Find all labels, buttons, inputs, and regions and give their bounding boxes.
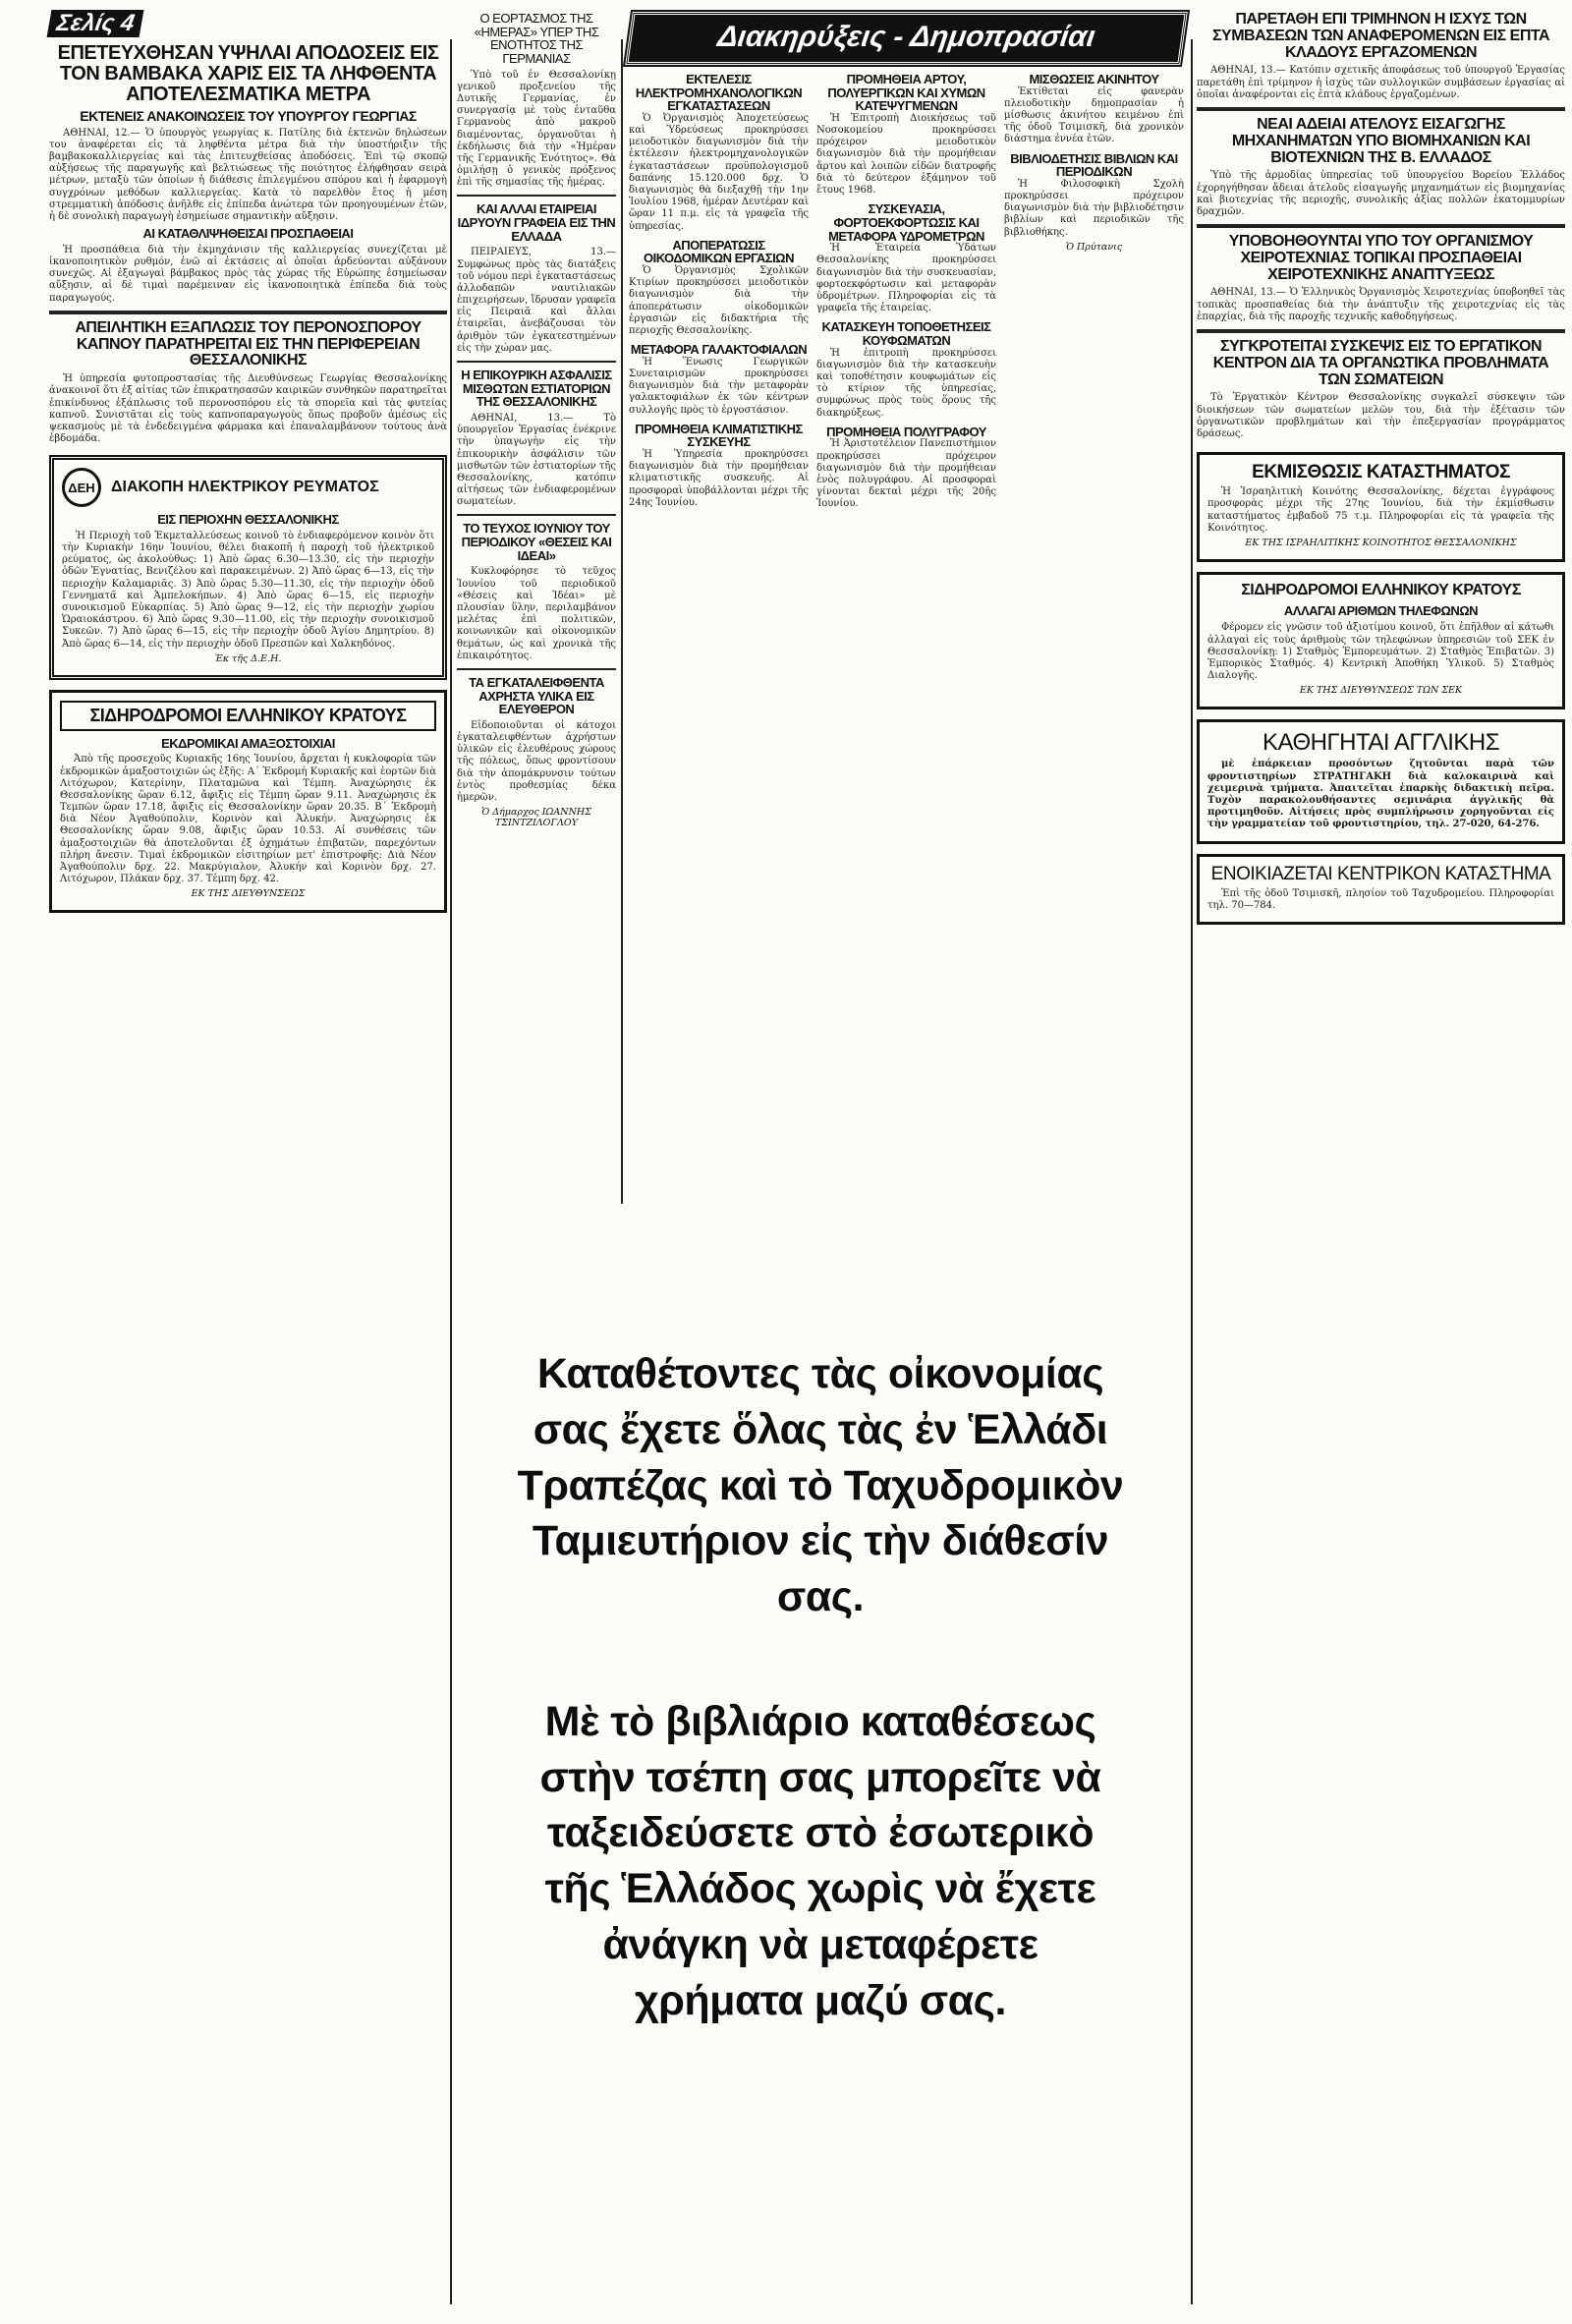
savings-ad-text-2: Μὲ τὸ βιβλιάριο καταθέσεως στὴν τσέπη σας μπορεῖτε νὰ ταξειδεύσετε στὸ ἐσωτερικὸ τῆς Ἑλλάδος χωρὶς νὰ ἔχετε ἀνάγκη νὰ μεταφέρετε χρήματα μαζύ σας. bbox=[539, 1697, 1101, 2024]
cotton-subhead: ΕΚΤΕΝΕΙΣ ΑΝΑΚΟΙΝΩΣΕΙΣ ΤΟΥ ΥΠΟΥΡΓΟΥ ΓΕΩΡΓΙΑΣ bbox=[80, 108, 417, 124]
tender-title-10: ΒΙΒΛΙΟΔΕΤΗΣΙΣ ΒΙΒΛΙΩΝ ΚΑΙ ΠΕΡΙΟΔΙΚΩΝ bbox=[1010, 150, 1178, 180]
shop-lease-signature: ΕΚ ΤΗΣ ΙΣΡΑΗΛΙΤΙΚΗΣ ΚΟΙΝΟΤΗΤΟΣ ΘΕΣΣΑΛΟΝΙΚΗΣ bbox=[1245, 537, 1517, 548]
column-rule-2 bbox=[621, 39, 623, 1204]
tender-title-2: ΠΡΟΜΗΘΕΙΑ ΑΡΤΟΥ, ΠΟΛΥΕΡΓΙΚΩΝ ΚΑΙ ΧΥΜΩΝ ΚΑΤΕΨΥΓΜΕΝΩΝ bbox=[827, 72, 985, 114]
labour-centre-article bbox=[1197, 392, 1565, 440]
tender-4 bbox=[816, 243, 996, 314]
insurance-headline: Η ΕΠΙΚΟΥΡΙΚΗ ΑΣΦΑΛΙΣΙΣ ΜΙΣΘΩΤΩΝ ΕΣΤΙΑΤΟΡΙΩΝ ΤΗΣ ΘΕΣΣΑΛΟΝΙΚΗΣ bbox=[461, 368, 612, 410]
tender-6 bbox=[816, 348, 996, 420]
rail-phones-title: ΣΙΔΗΡΟΔΡΟΜΟΙ ΕΛΛΗΝΙΚΟΥ ΚΡΑΤΟΥΣ bbox=[1241, 581, 1521, 598]
tender-title-1: ΕΚΤΕΛΕΣΙΣ ΗΛΕΚΤΡΟΜΗΧΑΝΟΛΟΓΙΚΩΝ ΕΓΚΑΤΑΣΤΑΣΕΩΝ bbox=[635, 72, 803, 114]
tender-5 bbox=[629, 265, 809, 337]
tender-body-2: Ἡ Ἐπιτροπὴ Διοικήσεως τοῦ Νοσοκομείου προκηρύσσει πρόχειρον μειοδοτικὸν διαγωνισμὸν διὰ τὴν προμήθειαν ἄρτου καὶ λοιπῶν εἰδῶν διατροφῆς διὰ τὸ δεύτερον ἑξάμηνον τοῦ ἔτους 1968. bbox=[816, 112, 996, 197]
tender-body-4: Ἡ Ἑταιρεία Ὑδάτων Θεσσαλονίκης προκηρύσσει διαγωνισμὸν διὰ τὴν συσκευασίαν, φορτοεκφόρτωσιν καὶ μεταφορὰν ὑδρομέτρων. Πληροφορίαι εἰς τὰ γραφεῖα τῆς ἑταιρείας. bbox=[816, 243, 996, 314]
english-teachers-ad bbox=[1197, 719, 1565, 843]
tender-8 bbox=[816, 438, 996, 510]
power-outage-signature: Ἐκ τῆς Δ.Ε.Η. bbox=[214, 652, 282, 664]
handicraft-body: ΑΘΗΝΑΙ, 13.— Ὁ Ἑλληνικὸς Ὀργανισμὸς Χειροτεχνίας ὑποβοηθεῖ τὰς τοπικὰς προσπαθείας διὰ τὴν ἀνάπτυξιν τῆς χειροτεχνίας εἰς τὰς ἐπαρχίας, διὰ τῆς παροχῆς τεχνικῆς καθοδηγήσεως. bbox=[1197, 287, 1565, 322]
magazine-article bbox=[457, 566, 616, 662]
rail-phones-body: Φέρομεν εἰς γνῶσιν τοῦ ἀξιοτίμου κοινοῦ, ὅτι ἐπῆλθον αἱ κάτωθι ἀλλαγαὶ εἰς τοὺς ἀριθμοὺς τῶν τηλεφώνων ὑπηρεσιῶν τοῦ ΣΕΚ ἐν Θεσσαλονίκῃ: 1) Σταθμὸς Ἐμπορευμάτων. 2) Σταθμὸς Ἐπιβατῶν. 3) Ἐμπορικὸς Σταθμός. 4) Κεντρικὴ Ἀποθήκη Ὑλικοῦ. 5) Σταθμὸς Διαλογῆς. bbox=[1207, 622, 1554, 682]
savings-advertisement bbox=[447, 1228, 1194, 2295]
tenders-col-b bbox=[816, 73, 996, 512]
germany-day-article bbox=[457, 70, 616, 190]
rail-banner: ΣΙΔΗΡΟΔΡΟΜΟΙ ΕΛΛΗΝΙΚΟΥ ΚΡΑΤΟΥΣ bbox=[60, 701, 436, 731]
english-teachers-title: ΚΑΘΗΓΗΤΑΙ ΑΓΓΛΙΚΗΣ bbox=[1262, 729, 1500, 757]
tender-2 bbox=[816, 113, 996, 197]
materials-headline: ΤΑ ΕΓΚΑΤΑΛΕΙΦΘΕΝΤΑ ΑΧΡΗΣΤΑ ΥΛΙΚΑ ΕΙΣ ΕΛΕΥΘΕΡΟΝ bbox=[469, 674, 604, 717]
tenders-col-c bbox=[1004, 73, 1184, 512]
shop-lease-title: ΕΚΜΙΣΘΩΣΙΣ ΚΑΤΑΣΤΗΜΑΤΟΣ bbox=[1252, 462, 1510, 483]
rail-phones-subtitle: ΑΛΛΑΓΑΙ ΑΡΙΘΜΩΝ ΤΗΛΕΦΩΝΩΝ bbox=[1283, 602, 1479, 618]
tender-9 bbox=[629, 449, 809, 509]
tenders-banner: Διακηρύξεις - Δημοπρασίαι bbox=[625, 12, 1188, 65]
tender-10 bbox=[1004, 179, 1184, 239]
tobacco-headline: ΑΠΕΙΛΗΤΙΚΗ ΕΞΑΠΛΩΣΙΣ ΤΟΥ ΠΕΡΟΝΟΣΠΟΡΟΥ ΚΑΠΝΟΥ ΠΑΡΑΤΗΡΕΙΤΑΙ ΕΙΣ ΤΗΝ ΠΕΡΙΦΕΡΕΙΑΝ ΘΕΣΣΑΛΟΝΙΚΗΣ bbox=[75, 318, 421, 369]
labour-centre-body: Τὸ Ἐργατικὸν Κέντρον Θεσσαλονίκης συγκαλεῖ σύσκεψιν τῶν διοικήσεων τῶν σωματείων μελῶν του, διὰ τὴν ἐξέτασιν τῶν ὀργανωτικῶν προβλημάτων καὶ τὴν ἐπεξεργασίαν προγράμματος δράσεως. bbox=[1197, 392, 1565, 439]
divider bbox=[1197, 107, 1565, 111]
cotton-article bbox=[49, 128, 447, 224]
savings-ad-text-1: Καταθέτοντες τὰς οἰκονομίας σας ἔχετε ὅλας τὰς ἐν Ἑλλάδι Τραπέζας καὶ τὸ Ταχυδρομικὸν Ταμιευτήριον εἰς τὴν διάθεσίν σας. bbox=[517, 1350, 1124, 1620]
tender-title-3: ΜΙΣΘΩΣΕΙΣ ΑΚΙΝΗΤΟΥ bbox=[1029, 72, 1159, 86]
companies-article bbox=[457, 247, 616, 355]
divider bbox=[457, 514, 616, 516]
dei-logo-icon: ΔΕΗ bbox=[62, 468, 101, 507]
shop-rent-body: Ἐπὶ τῆς ὁδοῦ Τσιμισκῆ, πλησίον τοῦ Ταχυδρομείου. Πληροφορίαι τηλ. 70—784. bbox=[1207, 887, 1554, 911]
divider bbox=[457, 195, 616, 197]
tender-title-5: ΑΠΟΠΕΡΑΤΩΣΙΣ ΟΙΚΟΔΟΜΙΚΩΝ ΕΡΓΑΣΙΩΝ bbox=[644, 237, 794, 266]
divider bbox=[457, 668, 616, 670]
tender-body-9: Ἡ Ὑπηρεσία προκηρύσσει διαγωνισμὸν διὰ τὴν προμήθειαν κλιματιστικῆς συσκευῆς. Αἱ προσφοραὶ ὑποβάλλονται μέχρι τῆς 24ης Ἰουνίου. bbox=[629, 449, 809, 508]
shop-lease-ad bbox=[1197, 452, 1565, 562]
cotton-article-cont bbox=[49, 245, 447, 305]
rail-excursions-subtitle: ΕΚΔΡΟΜΙΚΑΙ ΑΜΑΞΟΣΤΟΙΧΙΑΙ bbox=[161, 735, 335, 751]
tobacco-paragraph: Ἡ ὑπηρεσία φυτοπροστασίας τῆς Διευθύνσεως Γεωργίας Θεσσαλονίκης ἀνακοινοῖ ὅτι ἐξ αἰτίας τῶν ἐπικρατησασῶν καιρικῶν συνθηκῶν παρατηρεῖται ἐπικίνδυνος ἐξάπλωσις τοῦ περονοσπόρου εἰς τὰ σπορεῖα καὶ τὰς φυτείας καπνοῦ. Συνιστᾶται εἰς τοὺς καπνοπαραγωγοὺς ὅπως προβοῦν ἀμέσως εἰς ψεκασμοὺς μὲ τὰ ἐνδεδειγμένα φάρμακα καὶ ἐπαναλαμβάνουν τούτους ἀνὰ ἑβδομάδα. bbox=[49, 373, 447, 445]
shop-rent-ad bbox=[1197, 854, 1565, 925]
tender-title-9: ΠΡΟΜΗΘΕΙΑ ΚΛΙΜΑΤΙΣΤΙΚΗΣ ΣΥΣΚΕΥΗΣ bbox=[635, 421, 803, 450]
rail-phones-ad bbox=[1197, 572, 1565, 709]
tender-title-4: ΣΥΣΚΕΥΑΣΙΑ, ΦΟΡΤΟΕΚΦΟΡΤΩΣΙΣ ΚΑΙ ΜΕΤΑΦΟΡΑ ΥΔΡΟΜΕΤΡΩΝ bbox=[828, 201, 984, 244]
power-outage-notice bbox=[49, 455, 447, 680]
companies-headline: ΚΑΙ ΑΛΛΑΙ ΕΤΑΙΡΕΙΑΙ ΙΔΡΥΟΥΝ ΓΡΑΦΕΙΑ ΕΙΣ ΤΗΝ ΕΛΛΑΔΑ bbox=[457, 201, 616, 244]
handicraft-headline: ΥΠΟΒΟΗΘΟΥΝΤΑΙ ΥΠΟ ΤΟΥ ΟΡΓΑΝΙΣΜΟΥ ΧΕΙΡΟΤΕΧΝΙΑΣ ΤΟΠΙΚΑΙ ΠΡΟΣΠΑΘΕΙΑΙ ΧΕΙΡΟΤΕΧΝΙΚΗΣ ΑΝΑΠΤΥΞΕΩΣ bbox=[1228, 233, 1534, 283]
materials-signature: Ὁ Δήμαρχος ΙΩΑΝΝΗΣ ΤΣΙΝΤΖΙΛΟΓΛΟΥ bbox=[481, 807, 591, 829]
shop-lease-body-wrap bbox=[1207, 486, 1554, 535]
power-outage-body-wrap bbox=[62, 531, 434, 651]
column-rule-3 bbox=[1191, 39, 1193, 2304]
english-teachers-body: μὲ ἐπάρκειαν προσόντων ζητοῦνται παρὰ τῶν φροντιστηρίων ΣΤΡΑΤΗΓΑΚΗ διὰ καλοκαιρινὰ καὶ χειμερινὰ τμήματα. Ἀπαιτεῖται ἐπαρκὴς διδακτικὴ πεῖρα. Τυχὸν παρακολουθήσαντες σεμινάρια ἀγγλικῆς θὰ προτιμηθοῦν. Αἰτήσεις πρὸς συμπλήρωσιν χορηγοῦνται εἰς τὴν γραμματείαν τοῦ φροντιστηρίου, τηλ. 27-020, 64-276. bbox=[1207, 759, 1554, 830]
tender-3 bbox=[1004, 86, 1184, 146]
power-outage-body: Ἡ Περιοχὴ τοῦ Ἐκμεταλλεύσεως κοινοῦ τὸ ἐνδιαφερόμενον κοινὸν ὅτι τὴν Κυριακὴν 16ην Ἰουνίου, θέλει διακοπῆ ἡ παροχὴ τοῦ ἠλεκτρικοῦ ρεύματος, ὡς ἀκολούθως: 1) Ἀπὸ ὥρας 6.30—13.30, εἰς τὴν περιοχὴν ὁδῶν Ἐγνατίας, Βενιζέλου καὶ παρακειμένων. 2) Ἀπὸ ὥρας 6—13, εἰς τὴν περιοχὴν Καλαμαριᾶς. 3) Ἀπὸ ὥρας 5.30—11.30, εἰς τὴν περιοχὴν ὁδοῦ Γεννηματᾶ καὶ Ἀμπελοκήπων. 4) Ἀπὸ ὥρας 6—15, εἰς περιοχὴν συνοικισμοῦ Εὐκαρπίας. 5) Ἀπὸ ὥρας 9—12, εἰς τὴν περιοχὴν χωρίου Ὡραιοκάστρου. 6) Ἀπὸ ὥρας 9.30—11.00, εἰς τὴν περιοχὴν συνοικισμοῦ Συκεῶν. 7) Ἀπὸ ὥρας 6—15, εἰς τὴν περιοχὴν ὁδοῦ Ἁγίου Δημητρίου. 8) Ἀπὸ ὥρας 6—14, εἰς τὴν περιοχὴν ὁδοῦ Πρεσπῶν καὶ Χαλκηδόνος. bbox=[62, 530, 434, 650]
rail-phones-signature: ΕΚ ΤΗΣ ΔΙΕΥΘΥΝΣΕΩΣ ΤΩΝ ΣΕΚ bbox=[1299, 685, 1463, 697]
column-2 bbox=[457, 0, 616, 831]
contracts-article bbox=[1197, 65, 1565, 101]
tenders-col-a bbox=[629, 73, 809, 512]
machinery-body: Ὑπὸ τῆς ἁρμοδίας ὑπηρεσίας τοῦ ὑπουργείου Βορείου Ἑλλάδος ἐχορηγήθησαν ἄδειαι ἀτελοῦς εἰσαγωγῆς μηχανημάτων εἰς βιομηχανίας καὶ βιοτεχνίας τῆς περιοχῆς, συνολικῆς ἀξίας πολλῶν ἑκατομμυρίων δραχμῶν. bbox=[1197, 170, 1565, 217]
cotton-headline: ΕΠΕΤΕΥΧΘΗΣΑΝ ΥΨΗΛΑΙ ΑΠΟΔΟΣΕΙΣ ΕΙΣ ΤΟΝ ΒΑΜΒΑΚΑ ΧΑΡΙΣ ΕΙΣ ΤΑ ΛΗΦΘΕΝΤΑ ΑΠΟΤΕΛΕΣΜΑΤΙΚΑ ΜΕΤΡΑ bbox=[57, 42, 439, 105]
contracts-headline: ΠΑΡΕΤΑΘΗ ΕΠΙ ΤΡΙΜΗΝΟΝ Η ΙΣΧΥΣ ΤΩΝ ΣΥΜΒΑΣΕΩΝ ΤΩΝ ΑΝΑΦΕΡΟΜΕΝΩΝ ΕΙΣ ΕΠΤΑ ΚΛΑΔΟΥΣ ΕΡΓΑΖΟΜΕΝΩΝ bbox=[1211, 11, 1550, 61]
divider bbox=[1197, 224, 1565, 228]
cotton-subhead-2: ΑΙ ΚΑΤΑΘΛΙΨΗΘΕΙΣΑΙ ΠΡΟΣΠΑΘΕΙΑΙ bbox=[142, 226, 354, 242]
tender-title-6: ΚΑΤΑΣΚΕΥΗ ΤΟΠΟΘΕΤΗΣΕΙΣ ΚΟΥΦΩΜΑΤΩΝ bbox=[821, 319, 991, 348]
divider bbox=[457, 361, 616, 363]
tender-body-8: Ἡ Ἀριστοτέλειον Πανεπιστήμιον προκηρύσσει πρόχειρον διαγωνισμὸν διὰ τὴν προμήθειαν ἑνὸς πολυγράφου. Αἱ προσφοραὶ γίνονται δεκταὶ μέχρι τῆς 20ῆς Ἰουνίου. bbox=[816, 438, 996, 510]
tobacco-article bbox=[49, 373, 447, 445]
tender-1 bbox=[629, 113, 809, 233]
tender-title-8: ΠΡΟΜΗΘΕΙΑ ΠΟΛΥΓΡΑΦΟΥ bbox=[826, 424, 986, 439]
tender-7 bbox=[629, 357, 809, 417]
tenders-columns bbox=[629, 73, 1184, 512]
germany-day-headline: Ο ΕΟΡΤΑΣΜΟΣ ΤΗΣ «ΗΜΕΡΑΣ» ΥΠΕΡ ΤΗΣ ΕΝΟΤΗΤΟΣ ΤΗΣ ΓΕΡΜΑΝΙΑΣ bbox=[474, 11, 599, 66]
rail-phones-body-wrap bbox=[1207, 622, 1554, 682]
tender-body-3: Ἐκτίθεται εἰς φανερὰν πλειοδοτικὴν δημοπρασίαν ἡ μίσθωσις ἀκινήτου κειμένου ἐπὶ τῆς ὁδοῦ Τσιμισκῆ, διὰ χρονικὸν διάστημα ἐννέα ἐτῶν. bbox=[1004, 85, 1184, 145]
tender-title-7: ΜΕΤΑΦΟΡΑ ΓΑΛΑΚΤΟΦΙΑΛΩΝ bbox=[630, 342, 808, 358]
column-4 bbox=[1197, 0, 1565, 925]
cotton-paragraph-2: Ἡ προσπάθεια διὰ τὴν ἐκμηχάνισιν τῆς καλλιεργείας συνεχίζεται μὲ ἱκανοποιητικὸν ρυθμόν, ἐνῶ αἱ ἐκτάσεις αἱ ὁποῖαι ἀρδεύονται αὐξάνουν συνεχῶς. Αἱ ἐξαγωγαὶ βάμβακος πρὸς τὰς χώρας τῆς Εὐρώπης ἐσημείωσαν αὔξησιν, αἱ δὲ τιμαὶ παρέμειναν εἰς ἱκανοποιητικὰ ἐπίπεδα διὰ τοὺς παραγωγούς. bbox=[49, 244, 447, 304]
shop-lease-body: Ἡ Ἰσραηλιτικὴ Κοινότης Θεσσαλονίκης, δέχεται ἐγγράφους προσφορὰς μέχρι τῆς 27ης Ἰουνίου, διὰ τὴν ἐκμίσθωσιν καταστήματος ἐμβαδοῦ 75 τ.μ. Πληροφορίαι εἰς τὰ γραφεῖα τῆς Κοινότητος. bbox=[1207, 486, 1554, 534]
divider bbox=[1197, 329, 1565, 333]
shop-rent-title: ΕΝΟΙΚΙΑΖΕΤΑΙ ΚΕΝΤΡΙΚΟΝ ΚΑΤΑΣΤΗΜΑ bbox=[1210, 863, 1551, 884]
tender-signature: Ὁ Πρύτανις bbox=[1065, 241, 1123, 253]
tender-body-5: Ὁ Ὀργανισμὸς Σχολικῶν Κτιρίων προκηρύσσει μειοδοτικὸν διαγωνισμὸν διὰ τὴν ἀποπεράτωσιν οἰκοδομικῶν ἐργασιῶν εἰς διδακτήρια τῆς περιοχῆς Θεσσαλονίκης. bbox=[629, 265, 809, 337]
tender-body-10: Ἡ Φιλοσοφικὴ Σχολὴ προκηρύσσει πρόχειρον διαγωνισμὸν διὰ τὴν βιβλιοδέτησιν βιβλίων καὶ περιοδικῶν τῆς βιβλιοθήκης. bbox=[1004, 178, 1184, 238]
power-outage-subtitle: ΕΙΣ ΠΕΡΙΟΧΗΝ ΘΕΣΣΑΛΟΝΙΚΗΣ bbox=[157, 512, 339, 528]
tenders-section bbox=[629, 0, 1184, 512]
rail-excursions-signature: ΕΚ ΤΗΣ ΔΙΕΥΘΥΝΣΕΩΣ bbox=[191, 888, 306, 900]
tender-body-6: Ἡ ἐπιτροπὴ προκηρύσσει διαγωνισμὸν διὰ τὴν κατασκευὴν καὶ τοποθέτησιν κουφωμάτων εἰς τὸ κτίριον τῆς ὑπηρεσίας, συμφώνως πρὸς τοὺς ὅρους τῆς διακηρύξεως. bbox=[816, 347, 996, 419]
contracts-body: ΑΘΗΝΑΙ, 13.— Κατόπιν σχετικῆς ἀποφάσεως τοῦ ὑπουργοῦ Ἐργασίας παρετάθη ἐπὶ τρίμηνον ἡ ἰσχὺς τῶν συλλογικῶν συμβάσεων ἐργασίας αἱ ὁποῖαι ἀναφέρονται εἰς ἑπτὰ κλάδους ἐργαζομένων. bbox=[1197, 65, 1565, 100]
tender-body-1: Ὁ Ὀργανισμὸς Ἀποχετεύσεως καὶ Ὑδρεύσεως προκηρύσσει μειοδοτικὸν διαγωνισμὸν διὰ τὴν ἐκτέλεσιν ἠλεκτρομηχανολογικῶν ἐγκαταστάσεων προϋπολογισμοῦ δαπάνης 15.120.000 δρχ. Ὁ διαγωνισμὸς θὰ διεξαχθῇ τὴν 1ην Ἰουλίου 1968, ἡμέραν Δευτέραν καὶ ὥραν 11 π.μ. εἰς τὰ γραφεῖα τῆς ὑπηρεσίας. bbox=[629, 112, 809, 232]
machinery-article bbox=[1197, 170, 1565, 218]
handicraft-article bbox=[1197, 287, 1565, 323]
shop-rent-body-wrap bbox=[1207, 888, 1554, 912]
english-teachers-body-wrap bbox=[1207, 759, 1554, 830]
companies-body: ΠΕΙΡΑΙΕΥΣ, 13.— Συμφώνως πρὸς τὰς διατάξεις τοῦ νόμου περὶ ἐγκαταστάσεως ἀλλοδαπῶν ναυτιλιακῶν ἐπιχειρήσεων, ἵδρυσαν γραφεῖα εἰς Πειραιᾶ καὶ ἄλλαι ἐταιρεῖαι, ἀνεβάζουσαι τὸν ἀριθμὸν τῶν ἐγκατεστημένων εἰς τὴν χώραν μας. bbox=[457, 247, 616, 354]
insurance-article bbox=[457, 413, 616, 509]
divider bbox=[49, 311, 447, 314]
page-number-badge: Σελίς 4 bbox=[47, 10, 144, 37]
materials-article bbox=[457, 720, 616, 804]
rail-excursions-body: Ἀπὸ τῆς προσεχοῦς Κυριακῆς 16ης Ἰουνίου, ἄρχεται ἡ κυκλοφορία τῶν ἐκδρομικῶν ἀμαξοστοιχιῶν ὡς ἑξῆς: Α΄ Ἐκδρομὴ Κυριακῆς καὶ ἑορτῶν διὰ Λιτόχωρον, Κατερίνην, Πλαταμῶνα καὶ Τέμπη. Ἀναχώρησις ἐκ Θεσσαλονίκης ὥραν 6.12, ἄφιξις εἰς Τέμπη ὥραν 9.11. Ἀναχώρησις ἐκ Τεμπῶν ὥραν 17.18, ἄφιξις εἰς Θεσσαλονίκην ὥραν 20.35. Β΄ Ἐκδρομὴ διὰ Νέον Ἀγαθούπολιν, Κορινὸν καὶ Ἀλυκήν. Ἀναχώρησις ἐκ Θεσσαλονίκης ὥραν 9.08, ἄφιξις ὥραν 10.53. Αἱ συνθέσεις τῶν ἀμαξοστοιχιῶν θὰ ἀποτελοῦνται ἐξ ὀχημάτων ἐπιβατῶν, παρεχόντων πλήρη ἄνεσιν. Τιμαὶ ἐκδρομικῶν εἰσιτηρίων μετ' ἐπιστροφῆς: Διὰ Νέον Ἀγαθούπολιν δρχ. 22. Μακρύγιαλον, Ἀλυκήν καὶ Κορινὸν δρχ. 27. Λιτόχωρον, Πλάκαν δρχ. 37. Τέμπη δρχ. 42. bbox=[60, 754, 436, 885]
machinery-headline: ΝΕΑΙ ΑΔΕΙΑΙ ΑΤΕΛΟΥΣ ΕΙΣΑΓΩΓΗΣ ΜΗΧΑΝΗΜΑΤΩΝ ΥΠΟ ΒΙΟΜΗΧΑΝΙΩΝ ΚΑΙ ΒΙΟΤΕΧΝΙΩΝ ΤΗΣ Β. ΕΛΛΑΔΟΣ bbox=[1231, 115, 1531, 166]
materials-body: Εἰδοποιοῦνται οἱ κάτοχοι ἐγκαταλειφθέντων ἀχρήστων ὑλικῶν εἰς ἐλευθέρους χώρους τῆς πόλεως, ὅπως φροντίσουν διὰ τὴν ἀπομάκρυνσιν τούτων ἐντὸς προθεσμίας δέκα ἡμερῶν. bbox=[457, 719, 616, 803]
rail-excursions-body-wrap bbox=[60, 754, 436, 885]
germany-day-body: Ὑπὸ τοῦ ἐν Θεσσαλονίκῃ γενικοῦ προξενείου τῆς Δυτικῆς Γερμανίας, ἐν συνεργασίᾳ μὲ τοὺς ἐνταῦθα Γερμανοὺς ἀπὸ μακροῦ διαμένοντας, ὀργανοῦται ἡ ἐκδήλωσις διὰ τὴν «Ἡμέραν τῆς Γερμανικῆς Ἑνότητος». Θὰ ὁμιλήσῃ ὁ γενικὸς πρόξενος ἐπὶ τῆς σημασίας τῆς ἡμέρας. bbox=[457, 69, 616, 189]
rail-excursions-notice bbox=[49, 690, 447, 914]
magazine-body: Κυκλοφόρησε τὸ τεῦχος Ἰουνίου τοῦ περιοδικοῦ «Θέσεις καὶ Ἰδέαι» μὲ πλουσίαν ὕλην, περιλαμβάνον μελέτας ἐπὶ πολιτικῶν, κοινωνικῶν καὶ οἰκονομικῶν θεμάτων, ὡς καὶ χρονικὰ τῆς ἐπικαιρότητος. bbox=[457, 566, 616, 661]
labour-centre-headline: ΣΥΓΚΡΟΤΕΙΤΑΙ ΣΥΣΚΕΨΙΣ ΕΙΣ ΤΟ ΕΡΓΑΤΙΚΟΝ ΚΕΝΤΡΟΝ ΔΙΑ ΤΑ ΟΡΓΑΝΩΤΙΚΑ ΠΡΟΒΛΗΜΑΤΑ ΤΩΝ ΣΩΜΑΤΕΙΩΝ bbox=[1212, 338, 1549, 388]
cotton-paragraph-1: ΑΘΗΝΑΙ, 12.— Ὁ ὑπουργὸς γεωργίας κ. Πατίλης διὰ ἐκτενῶν δηλώσεων του ἀναφέρεται εἰς τὰ ληφθέντα μέτρα διὰ τὴν ὑποστήριξιν τῆς βαμβακοκαλλιεργείας καὶ τὰς ἐπιτευχθείσας ἀποδόσεις. Ἐπὶ τῷ σκοπῷ αὐξήσεως τῆς παραγωγῆς καὶ βελτιώσεως τῆς ποιότητος ἐλήφθησαν σειρὰ μέτρων, μεταξὺ τῶν ὁποίων ἡ διάθεσις ἐπιλεγμένου σπόρου καὶ ἡ ἐφαρμογὴ συγχρόνων μεθόδων καλλιεργείας. Κατὰ τὸ παρελθὸν ἔτος ἡ μέση στρεμματικὴ ἀπόδοσις ἀνῆλθε εἰς ἐπίπεδα ἀνώτερα τῶν προηγουμένων ἐτῶν, ἡ δὲ συνολικὴ παραγωγὴ ἐσημείωσε σημαντικὴν αὔξησιν. bbox=[49, 127, 447, 222]
insurance-body: ΑΘΗΝΑΙ, 13.— Τὸ ὑπουργεῖον Ἐργασίας ἐνέκρινε τὴν ὑπαγωγὴν εἰς τὴν ἐπικουρικὴν ἀσφάλισιν τῶν μισθωτῶν τῶν ἐστιατορίων τῆς Θεσσαλονίκης, κατόπιν αἰτήσεως τῶν ἐνδιαφερομένων σωματείων. bbox=[457, 412, 616, 508]
magazine-headline: ΤΟ ΤΕΥΧΟΣ ΙΟΥΝΙΟΥ ΤΟΥ ΠΕΡΙΟΔΙΚΟΥ «ΘΕΣΕΙΣ ΚΑΙ ΙΔΕΑΙ» bbox=[461, 521, 612, 563]
tender-body-7: Ἡ Ἕνωσις Γεωργικῶν Συνεταιρισμῶν προκηρύσσει διαγωνισμὸν διὰ τὴν μεταφορὰν γαλακτοφιάλων ἐκ τῶν κέντρων συλλογῆς πρὸς τὸ ἐργοστάσιον. bbox=[629, 356, 809, 416]
power-outage-title: ΔΙΑΚΟΠΗ ΗΛΕΚΤΡΙΚΟΥ ΡΕΥΜΑΤΟΣ bbox=[111, 479, 379, 496]
column-1 bbox=[49, 0, 447, 913]
